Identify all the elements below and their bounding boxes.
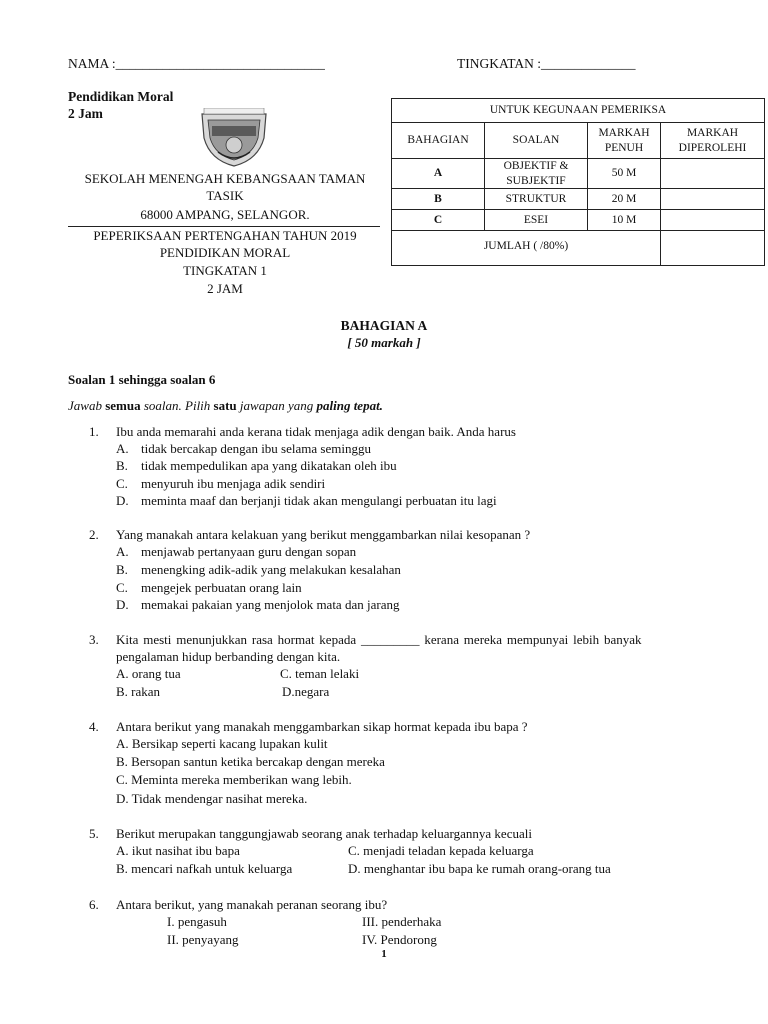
instr-part: jawapan yang xyxy=(236,398,317,413)
question-range: Soalan 1 sehingga soalan 6 xyxy=(68,372,216,387)
col-header-markah-diperolehi: MARKAH DIPEROLEHI xyxy=(661,123,765,159)
cell-jumlah: JUMLAH ( /80%) xyxy=(392,231,661,266)
section-marks: [ 50 markah ] xyxy=(347,335,421,350)
section-title: BAHAGIAN A xyxy=(340,318,428,333)
cell-bahagian: B xyxy=(392,189,485,210)
cell-soalan: STRUKTUR xyxy=(485,189,588,210)
option: A. orang tua xyxy=(116,666,181,681)
instr-emphasis: paling tepat. xyxy=(316,398,383,413)
option-letter: A. xyxy=(116,544,129,559)
col-header-markah-penuh: MARKAH PENUH xyxy=(588,123,661,159)
cell-bahagian: C xyxy=(392,210,485,231)
instr-part: Jawab xyxy=(68,398,106,413)
option-text: tidak bercakap dengan ibu selama seminggu xyxy=(141,441,371,456)
cell-diperolehi xyxy=(661,159,765,189)
option-text: mengejek perbuatan orang lain xyxy=(141,580,302,595)
question-text-cont: pengalaman hidup berbanding dengan kita. xyxy=(116,649,341,664)
instr-emphasis: satu xyxy=(213,398,237,413)
cell-diperolehi xyxy=(661,210,765,231)
option-text: memakai pakaian yang menjolok mata dan jarang xyxy=(141,597,400,612)
option-text: menyuruh ibu menjaga adik sendiri xyxy=(141,476,326,491)
option-text: menengking adik-adik yang melakukan kesalahan xyxy=(141,562,401,577)
option: B. rakan xyxy=(116,684,161,699)
option-letter: B. xyxy=(116,458,128,473)
table-title: UNTUK KEGUNAAN PEMERIKSA xyxy=(392,99,765,123)
table-row xyxy=(392,189,765,210)
option-letter: D. xyxy=(116,493,129,508)
cell-jumlah-value xyxy=(661,231,765,266)
question-text: Berikut merupakan tanggungjawab seorang anak terhadap keluargannya kecuali xyxy=(116,826,532,841)
cell-diperolehi xyxy=(661,189,765,210)
school-crest-logo xyxy=(198,108,270,168)
col-header-soalan: SOALAN xyxy=(485,123,588,159)
option: B. mencari nafkah untuk keluarga xyxy=(116,861,293,876)
question-text: Antara berikut, yang manakah peranan seorang ibu? xyxy=(116,897,388,912)
cell-penuh: 20 M xyxy=(588,189,661,210)
option-letter: A. xyxy=(116,441,129,456)
school-name-line2: TASIK xyxy=(206,188,244,203)
question-text: Ibu anda memarahi anda kerana tidak menjaga adik dengan baik. Anda harus xyxy=(116,424,516,439)
cell-bahagian: A xyxy=(392,159,485,189)
examiner-table xyxy=(391,98,765,266)
option-text: tidak mempedulikan apa yang dikatakan oleh ibu xyxy=(141,458,397,473)
cell-soalan: OBJEKTIF & SUBJEKTIF xyxy=(485,159,588,189)
school-name-line1: SEKOLAH MENENGAH KEBANGSAAN TAMAN xyxy=(84,171,366,186)
option: A. ikut nasihat ibu bapa xyxy=(116,843,240,858)
option: C. menjadi teladan kepada keluarga xyxy=(348,843,534,858)
option-text: meminta maaf dan berjanji tidak akan mengulangi perbuatan itu lagi xyxy=(141,493,497,508)
exam-duration: 2 JAM xyxy=(207,281,243,296)
option: D. Tidak mendengar nasihat mereka. xyxy=(116,791,308,806)
option: D.negara xyxy=(282,684,330,699)
instructions xyxy=(68,398,383,414)
col-header-bahagian: BAHAGIAN xyxy=(392,123,485,159)
school-address: 68000 AMPANG, SELANGOR. xyxy=(140,207,310,222)
page-number: 1 xyxy=(381,948,387,960)
cell-penuh: 50 M xyxy=(588,159,661,189)
option: I. pengasuh xyxy=(167,914,227,929)
table-row xyxy=(392,210,765,231)
instr-part: soalan. Pilih xyxy=(140,398,214,413)
question-number: 3. xyxy=(89,632,99,647)
option: III. penderhaka xyxy=(362,914,442,929)
question-text: Kita mesti menunjukkan rasa hormat kepada _________ kerana mereka mempunyai lebih banyak xyxy=(116,632,642,647)
nama-field: NAMA :_______________________________ xyxy=(68,56,325,71)
table-row-total xyxy=(392,231,765,266)
question-number: 2. xyxy=(89,527,99,542)
instr-emphasis: semua xyxy=(105,398,141,413)
question-number: 4. xyxy=(89,719,99,734)
option-letter: D. xyxy=(116,597,129,612)
option: D. menghantar ibu bapa ke rumah orang-orang tua xyxy=(348,861,611,876)
question-number: 6. xyxy=(89,897,99,912)
cell-soalan: ESEI xyxy=(485,210,588,231)
exam-subject: PENDIDIKAN MORAL xyxy=(159,245,291,260)
option: C. Meminta mereka memberikan wang lebih. xyxy=(116,772,352,787)
question-text: Antara berikut yang manakah menggambarkan sikap hormat kepada ibu bapa ? xyxy=(116,719,528,734)
option-letter: C. xyxy=(116,580,128,595)
exam-form: TINGKATAN 1 xyxy=(183,263,267,278)
question-number: 1. xyxy=(89,424,99,439)
option-letter: C. xyxy=(116,476,128,491)
question-text: Yang manakah antara kelakuan yang berikut menggambarkan nilai kesopanan ? xyxy=(116,527,531,542)
option: A. Bersikap seperti kacang lupakan kulit xyxy=(116,736,328,751)
option-letter: B. xyxy=(116,562,128,577)
option: II. penyayang xyxy=(167,932,239,947)
cell-penuh: 10 M xyxy=(588,210,661,231)
table-row xyxy=(392,159,765,189)
tingkatan-field: TINGKATAN :______________ xyxy=(457,56,636,71)
subject-title: Pendidikan Moral xyxy=(68,89,174,104)
option: C. teman lelaki xyxy=(280,666,360,681)
exam-title: PEPERIKSAAN PERTENGAHAN TAHUN 2019 xyxy=(93,228,357,243)
option: B. Bersopan santun ketika bercakap dengan mereka xyxy=(116,754,385,769)
question-number: 5. xyxy=(89,826,99,841)
option: IV. Pendorong xyxy=(362,932,437,947)
header-divider xyxy=(68,226,380,227)
duration-label: 2 Jam xyxy=(68,106,103,121)
option-text: menjawab pertanyaan guru dengan sopan xyxy=(141,544,357,559)
